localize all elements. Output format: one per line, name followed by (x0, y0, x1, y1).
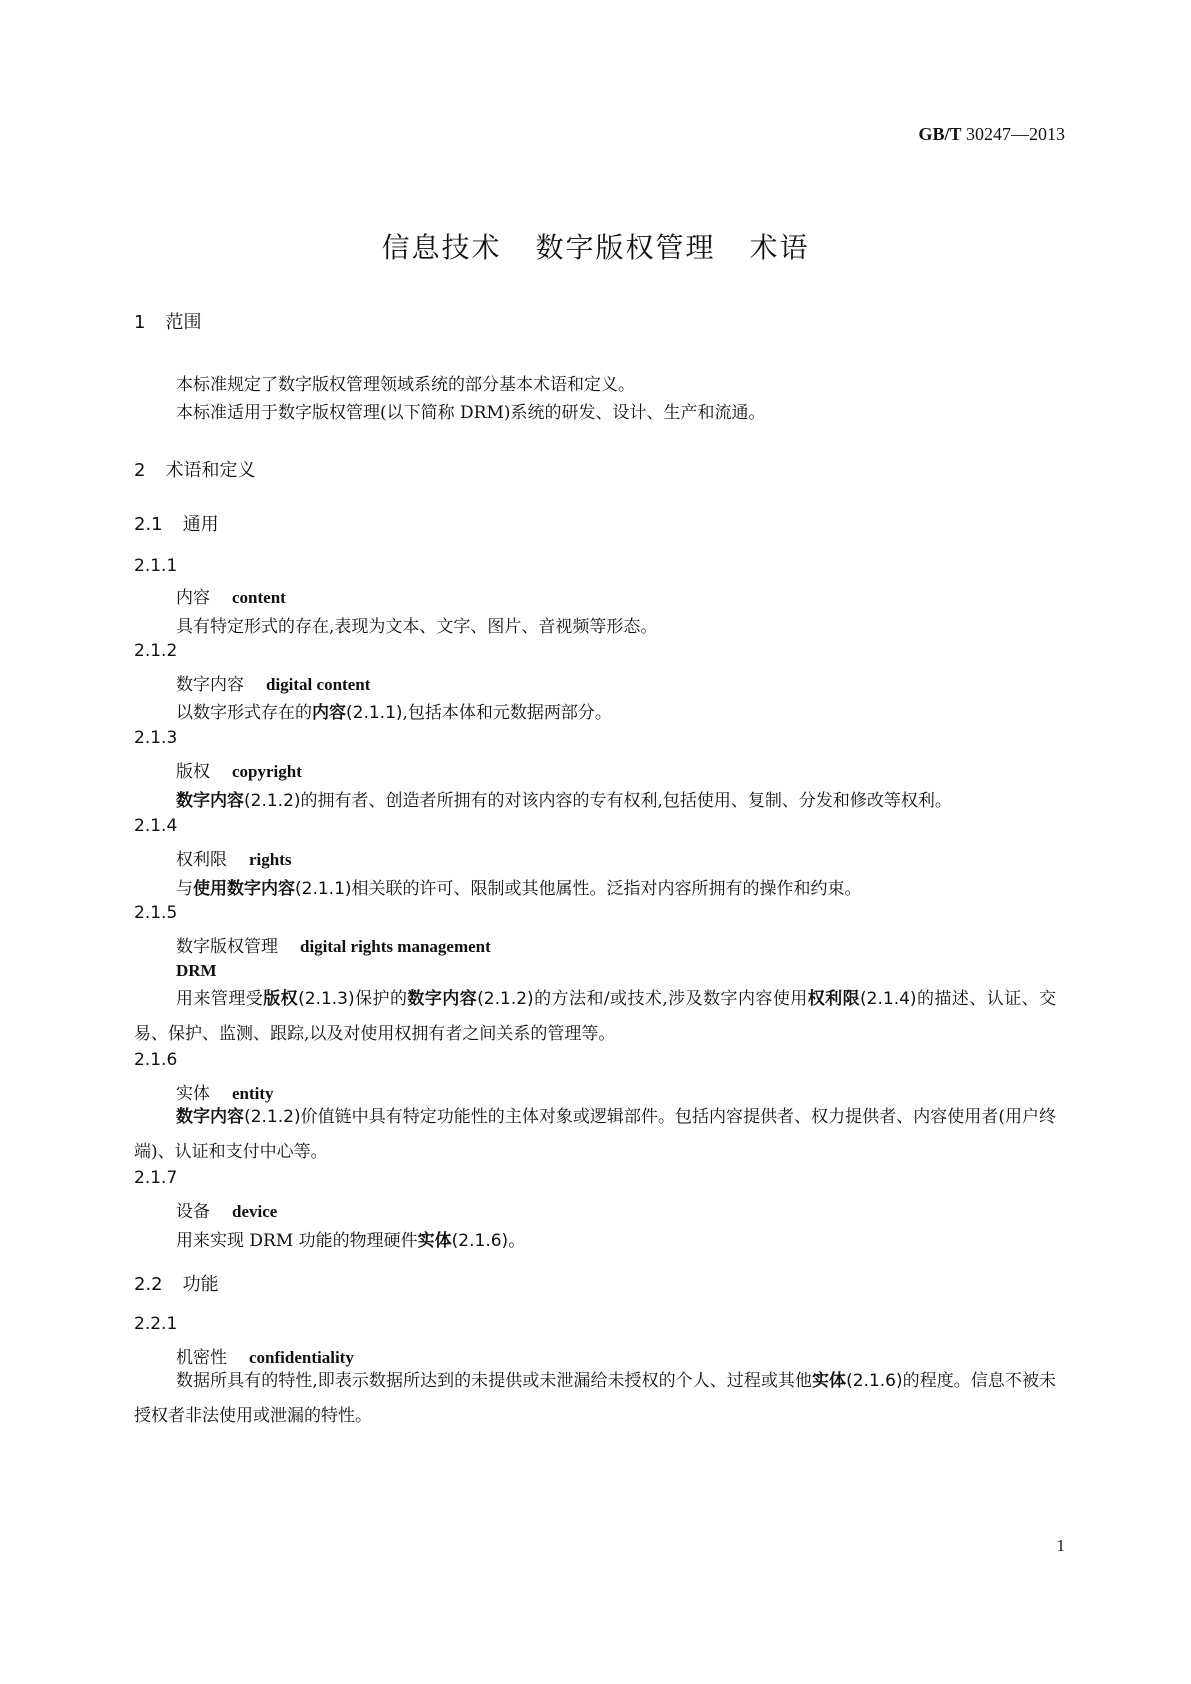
term-en: digital content (266, 675, 371, 694)
term-reference: 内容 (312, 703, 346, 723)
term-zh: 权利限 (176, 850, 227, 870)
reference-number: (2.1.1) (346, 703, 403, 723)
definition-text: ,包括本体和元数据两部分。 (402, 703, 612, 723)
term-number: 2.1.3 (134, 728, 178, 748)
definition-text: 的拥有者、创造者所拥有的对该内容的专有权利,包括使用、复制、分发和修改等权利。 (300, 791, 952, 811)
definition-text: 价值链中具有特定功能性的主体对象或逻辑部件。包括内容提供者、权力提供者、内容使用者(用户终端)、认证和支付中心等。 (134, 1107, 1057, 1162)
reference-number: (2.1.3) (298, 989, 355, 1009)
term-reference: 数字内容 (176, 791, 244, 811)
reference-number: (2.1.2) (244, 791, 301, 811)
term-reference: 使用数字内容 (193, 879, 295, 899)
term-entry (176, 757, 302, 782)
definition-text: 以数字形式存在的 (176, 703, 312, 723)
term-number: 2.1.6 (134, 1050, 178, 1070)
term-zh: 设备 (176, 1202, 210, 1222)
term-number: 2.2.1 (134, 1314, 178, 1334)
term-en: device (232, 1202, 278, 1221)
term-reference: 数字内容 (407, 989, 478, 1009)
term-en: confidentiality (249, 1348, 354, 1367)
section-number: 2 (134, 460, 146, 481)
definition-text: 用来管理受 (176, 989, 264, 1009)
definition-text: 。 (508, 1231, 526, 1251)
term-reference: 数字内容 (176, 1107, 245, 1127)
term-definition: 具有特定形式的存在,表现为文本、文字、图片、音视频等形态。 (176, 617, 658, 637)
document-title (0, 226, 1191, 266)
scope-paragraph-1: 本标准规定了数字版权管理领域系统的部分基本术语和定义。 (176, 375, 635, 395)
term-zh: 版权 (176, 762, 210, 782)
term-definition (134, 982, 1056, 1052)
scope-paragraph-2: 本标准适用于数字版权管理(以下简称 DRM)系统的研发、设计、生产和流通。 (176, 403, 766, 423)
term-entry (176, 932, 491, 957)
reference-number: (2.1.6) (451, 1231, 509, 1251)
definition-text: 相关联的许可、限制或其他属性。泛指对内容所拥有的操作和约束。 (351, 879, 862, 899)
definition-text: 的程度。信息不被未授权者非法使用或泄漏的特性。 (134, 1371, 1057, 1426)
definition-text: 用来实现 DRM 功能的物理硬件 (176, 1231, 418, 1251)
term-definition (176, 698, 612, 723)
term-en: digital rights management (300, 937, 491, 956)
reference-number: (2.1.2) (477, 989, 534, 1009)
reference-number: (2.1.6) (846, 1371, 903, 1391)
reference-number: (2.1.2) (244, 1107, 301, 1127)
term-reference: 实体 (812, 1371, 847, 1391)
term-definition (176, 874, 862, 899)
section-title: 范围 (165, 312, 202, 333)
term-zh: 数字版权管理 (176, 937, 278, 957)
section-number: 2.2 (134, 1274, 163, 1295)
term-definition (134, 1364, 1056, 1434)
term-zh: 数字内容 (176, 675, 244, 695)
section-2-heading (134, 456, 255, 482)
term-entry (176, 670, 370, 695)
section-2-2-heading (134, 1270, 219, 1296)
section-1-heading (134, 308, 201, 334)
term-en: rights (249, 850, 292, 869)
section-number: 2.1 (134, 514, 163, 535)
term-reference: 权利限 (807, 989, 861, 1009)
title-part-3: 术语 (749, 231, 810, 264)
page-number: 1 (1056, 1536, 1065, 1555)
term-reference: 实体 (417, 1231, 452, 1251)
term-definition (176, 1226, 525, 1251)
definition-text: 与 (176, 879, 193, 899)
term-zh: 内容 (176, 588, 210, 608)
term-number: 2.1.7 (134, 1168, 178, 1188)
reference-number: (2.1.4) (860, 989, 917, 1009)
reference-number: (2.1.1) (295, 879, 352, 899)
standard-prefix: GB/T (918, 124, 962, 144)
definition-text: 的方法和/或技术,涉及数字内容使用 (533, 989, 808, 1009)
term-entry (176, 1197, 277, 1222)
title-part-2: 数字版权管理 (535, 231, 716, 264)
term-entry (176, 583, 286, 608)
term-abbreviation: DRM (176, 961, 217, 980)
term-number: 2.1.1 (134, 556, 178, 576)
term-entry (176, 845, 292, 870)
term-en: copyright (232, 762, 302, 781)
term-number: 2.1.4 (134, 816, 178, 836)
term-zh: 实体 (176, 1084, 210, 1104)
term-definition (134, 1100, 1056, 1170)
standard-number: 30247—2013 (966, 124, 1065, 144)
term-definition (176, 786, 952, 811)
section-title: 通用 (182, 514, 219, 535)
term-number: 2.1.5 (134, 903, 178, 923)
title-part-1: 信息技术 (381, 231, 502, 264)
term-zh: 机密性 (176, 1348, 227, 1368)
term-en: entity (232, 1084, 274, 1103)
section-title: 功能 (182, 1274, 219, 1295)
section-2-1-heading (134, 510, 219, 536)
term-reference: 版权 (263, 989, 299, 1009)
section-number: 1 (134, 312, 146, 333)
standard-code (918, 124, 1065, 145)
definition-text: 数据所具有的特性,即表示数据所达到的未提供或未泄漏给未授权的个人、过程或其他 (176, 1371, 813, 1391)
term-en: content (232, 588, 286, 607)
section-title: 术语和定义 (165, 460, 256, 481)
term-number: 2.1.2 (134, 641, 178, 661)
definition-text: 保护的 (354, 989, 408, 1009)
definition-text: 的描述、认证、交易、保护、监测、跟踪,以及对使用权拥有者之间关系的管理等。 (134, 989, 1057, 1044)
